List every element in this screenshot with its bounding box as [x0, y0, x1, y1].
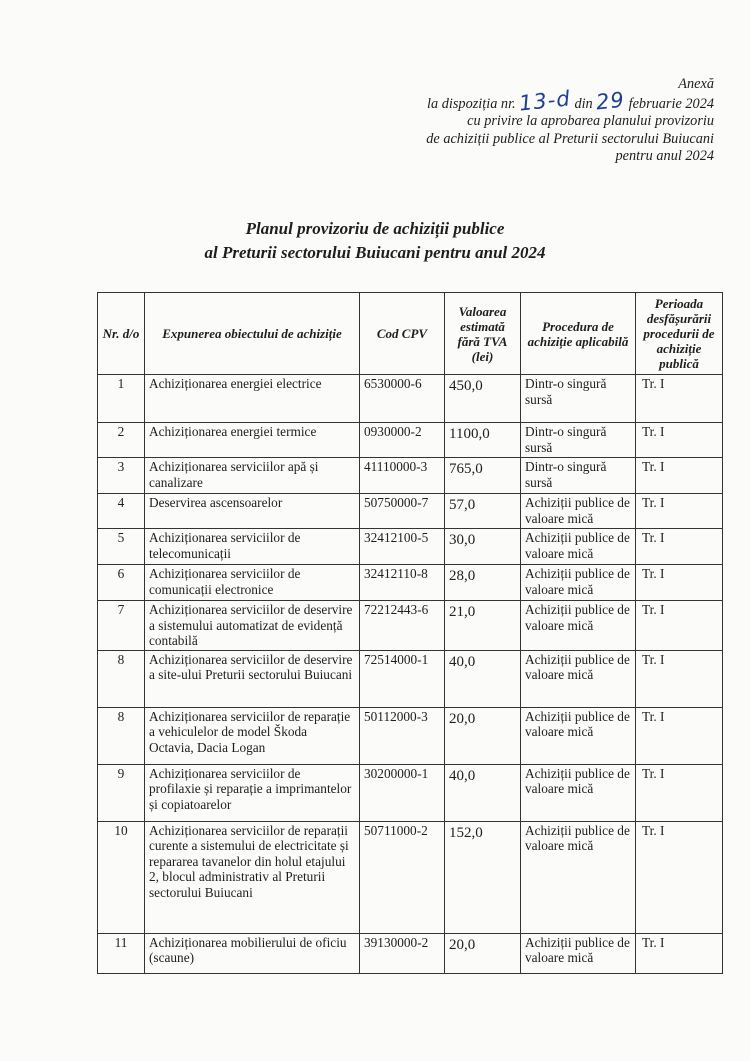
- cell-nr: 2: [98, 423, 145, 458]
- cell-cpv: 72514000-1: [360, 650, 445, 707]
- annex-disposition-prefix: la dispoziția nr.: [427, 95, 516, 112]
- cell-nr: 4: [98, 494, 145, 529]
- cell-cpv: 50112000-3: [360, 707, 445, 764]
- cell-period: Tr. I: [636, 458, 723, 494]
- cell-object: Achiziționarea serviciilor de deservire a sistemului automatizat de evidență contabilă: [145, 601, 360, 651]
- cell-procedure: Achiziții publice de valoare mică: [521, 821, 636, 933]
- cell-object: Achiziționarea serviciilor de profilaxie și reparație a imprimantelor și copiatoarelor: [145, 764, 360, 821]
- cell-period: Tr. I: [636, 601, 723, 651]
- cell-nr: 6: [98, 565, 145, 601]
- table-row: [98, 764, 723, 821]
- cell-procedure: Achiziții publice de valoare mică: [521, 764, 636, 821]
- cell-object: Deservirea ascensoarelor: [145, 494, 360, 529]
- table-row: [98, 601, 723, 651]
- cell-nr: 5: [98, 529, 145, 565]
- table-row: [98, 821, 723, 933]
- cell-cpv: 6530000-6: [360, 375, 445, 423]
- cell-period: Tr. I: [636, 529, 723, 565]
- cell-procedure: Achiziții publice de valoare mică: [521, 650, 636, 707]
- cell-nr: 11: [98, 933, 145, 973]
- cell-value: 28,0: [445, 565, 521, 601]
- cell-object: Achiziționarea serviciilor de comunicații electronice: [145, 565, 360, 601]
- cell-value: 152,0: [445, 821, 521, 933]
- cell-value: 57,0: [445, 494, 521, 529]
- cell-nr: 10: [98, 821, 145, 933]
- table-row: [98, 933, 723, 973]
- cell-object: Achiziționarea serviciilor de reparații curente a sistemului de electricitate și repararea tavanelor din holul etajului 2, blocul administrativ al Preturii sectorului Buiucani: [145, 821, 360, 933]
- header-period: Perioada desfășurării procedurii de achiziție publică: [636, 293, 723, 375]
- document-title-line2: al Preturii sectorului Buiucani pentru anul 2024: [204, 243, 546, 262]
- cell-period: Tr. I: [636, 423, 723, 458]
- handwritten-disposition-number: 13-d: [518, 85, 572, 116]
- table-row: [98, 529, 723, 565]
- cell-cpv: 30200000-1: [360, 764, 445, 821]
- cell-object: Achiziționarea mobilierului de oficiu (scaune): [145, 933, 360, 973]
- cell-object: Achiziționarea energiei electrice: [145, 375, 360, 423]
- table-row: [98, 458, 723, 494]
- annex-subject-line2: de achiziții publice al Preturii sectorului Buiucani: [426, 130, 714, 147]
- cell-cpv: 0930000-2: [360, 423, 445, 458]
- procurement-plan-table: [97, 292, 723, 974]
- table-header-row: [98, 293, 723, 375]
- annex-label: Anexă: [678, 76, 714, 92]
- cell-nr: 7: [98, 601, 145, 651]
- cell-period: Tr. I: [636, 821, 723, 933]
- cell-object: Achiziționarea serviciilor de telecomunicații: [145, 529, 360, 565]
- cell-procedure: Achiziții publice de valoare mică: [521, 601, 636, 651]
- cell-cpv: 41110000-3: [360, 458, 445, 494]
- document-title-line1: Planul provizoriu de achiziții publice: [245, 219, 505, 238]
- cell-cpv: 72212443-6: [360, 601, 445, 651]
- cell-cpv: 39130000-2: [360, 933, 445, 973]
- cell-procedure: Dintr-o singură sursă: [521, 458, 636, 494]
- cell-object: Achiziționarea serviciilor de deservire a site-ului Preturii sectorului Buiucani: [145, 650, 360, 707]
- cell-value: 450,0: [445, 375, 521, 423]
- cell-value: 1100,0: [445, 423, 521, 458]
- cell-period: Tr. I: [636, 375, 723, 423]
- table-row: [98, 494, 723, 529]
- table-row: [98, 565, 723, 601]
- cell-procedure: Dintr-o singură sursă: [521, 375, 636, 423]
- header-procedure: Procedura de achiziție aplicabilă: [521, 293, 636, 375]
- cell-nr: 8: [98, 707, 145, 764]
- cell-object: Achiziționarea energiei termice: [145, 423, 360, 458]
- annex-subject-line3: pentru anul 2024: [615, 148, 714, 164]
- cell-value: 20,0: [445, 933, 521, 973]
- cell-period: Tr. I: [636, 933, 723, 973]
- table-row: [98, 707, 723, 764]
- cell-period: Tr. I: [636, 494, 723, 529]
- cell-value: 21,0: [445, 601, 521, 651]
- table-row: [98, 650, 723, 707]
- cell-period: Tr. I: [636, 707, 723, 764]
- cell-nr: 3: [98, 458, 145, 494]
- cell-value: 20,0: [445, 707, 521, 764]
- cell-value: 30,0: [445, 529, 521, 565]
- cell-procedure: Dintr-o singură sursă: [521, 423, 636, 458]
- cell-procedure: Achiziții publice de valoare mică: [521, 565, 636, 601]
- cell-object: Achiziționarea serviciilor apă și canalizare: [145, 458, 360, 494]
- table-row: [98, 375, 723, 423]
- cell-nr: 9: [98, 764, 145, 821]
- cell-period: Tr. I: [636, 565, 723, 601]
- document-title: [0, 217, 750, 265]
- cell-cpv: 32412100-5: [360, 529, 445, 565]
- cell-value: 765,0: [445, 458, 521, 494]
- cell-value: 40,0: [445, 650, 521, 707]
- cell-nr: 1: [98, 375, 145, 423]
- cell-procedure: Achiziții publice de valoare mică: [521, 933, 636, 973]
- annex-disposition-month: februarie 2024: [628, 95, 714, 112]
- table-row: [98, 423, 723, 458]
- header-cpv: Cod CPV: [360, 293, 445, 375]
- cell-cpv: 50711000-2: [360, 821, 445, 933]
- cell-value: 40,0: [445, 764, 521, 821]
- header-object: Expunerea obiectului de achiziție: [145, 293, 360, 375]
- table-body: [98, 375, 723, 974]
- annex-subject-line1: cu privire la aprobarea planului provizoriu: [467, 113, 714, 129]
- annex-header: [426, 76, 714, 166]
- cell-cpv: 50750000-7: [360, 494, 445, 529]
- cell-procedure: Achiziții publice de valoare mică: [521, 529, 636, 565]
- cell-procedure: Achiziții publice de valoare mică: [521, 707, 636, 764]
- handwritten-disposition-day: 29: [595, 87, 627, 114]
- cell-procedure: Achiziții publice de valoare mică: [521, 494, 636, 529]
- header-nr: Nr. d/o: [98, 293, 145, 375]
- cell-period: Tr. I: [636, 764, 723, 821]
- cell-nr: 8: [98, 650, 145, 707]
- annex-disposition-line: [426, 85, 714, 116]
- cell-object: Achiziționarea serviciilor de reparație a vehiculelor de model Škoda Octavia, Dacia Logan: [145, 707, 360, 764]
- header-value: Valoarea estimată fără TVA (lei): [445, 293, 521, 375]
- annex-disposition-din: din: [574, 95, 593, 112]
- cell-period: Tr. I: [636, 650, 723, 707]
- cell-cpv: 32412110-8: [360, 565, 445, 601]
